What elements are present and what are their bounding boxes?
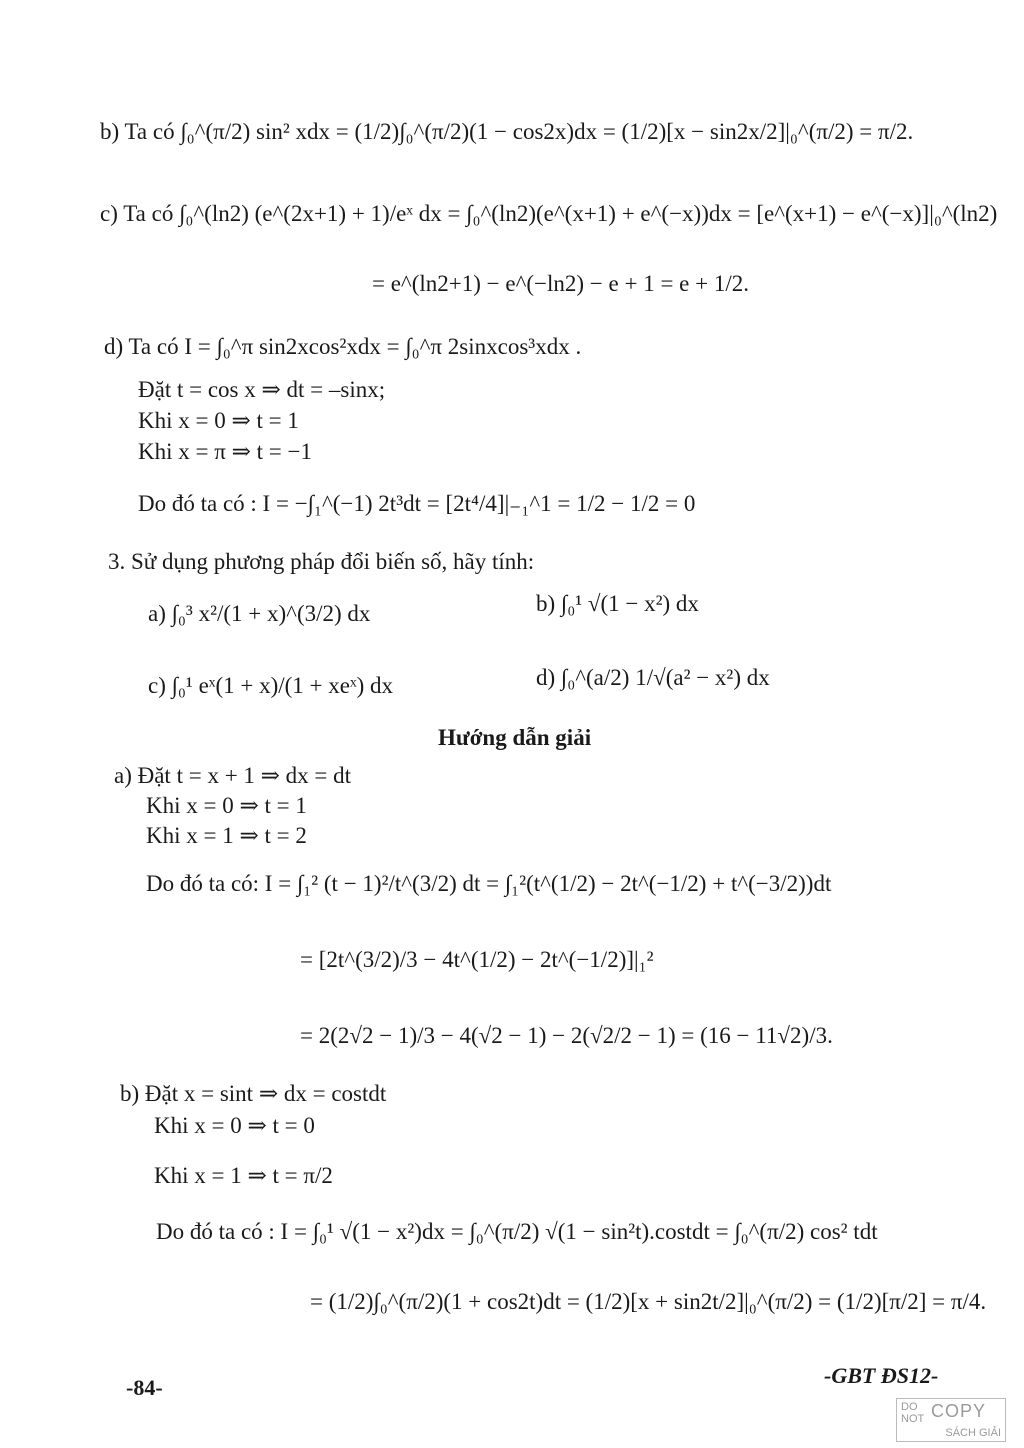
watermark-line-1: DO xyxy=(901,1401,918,1413)
watermark-line-3: NOT xyxy=(901,1413,925,1425)
solution-b-line-2: Khi x = 0 ⇒ t = 0 xyxy=(154,1113,315,1138)
solution-a-line-1: a) Đặt t = x + 1 ⇒ dx = dt xyxy=(114,763,352,788)
solution-c-previous-line-1: c) Ta có ∫₀^(ln2) (e^(2x+1) + 1)/eˣ dx = ∫₀^(ln2)(e^(x+1) + e^(−x))dx = [e^(x+1) − e^(−x)]|₀^(ln2) xyxy=(100,201,998,226)
watermark-line-4: SÁCH GIẢI xyxy=(945,1427,1001,1439)
solution-a-line-3: Khi x = 1 ⇒ t = 2 xyxy=(146,823,307,848)
solution-a-line-5: = [2t^(3/2)/3 − 4t^(1/2) − 2t^(−1/2)]|₁² xyxy=(300,947,654,972)
solution-c-previous-line-2: = e^(ln2+1) − e^(−ln2) − e + 1 = e + 1/2. xyxy=(372,271,749,296)
exercise-3-part-c: c) ∫₀¹ eˣ(1 + x)/(1 + xeˣ) dx xyxy=(148,673,394,698)
watermark-logo xyxy=(896,1398,1006,1442)
solution-d-previous-line-3: Khi x = 0 ⇒ t = 1 xyxy=(138,408,299,433)
watermark-line-2: COPY xyxy=(931,1401,987,1421)
solution-d-previous-line-5: Do đó ta có : I = −∫₁^(−1) 2t³dt = [2t⁴/4]|₋₁^1 = 1/2 − 1/2 = 0 xyxy=(138,491,696,516)
solution-b-previous: b) Ta có ∫₀^(π/2) sin² xdx = (1/2)∫₀^(π/2)(1 − cos2x)dx = (1/2)[x − sin2x/2]|₀^(π/2) = π/2. xyxy=(100,119,914,144)
solution-b-line-4: Do đó ta có : I = ∫₀¹ √(1 − x²)dx = ∫₀^(π/2) √(1 − sin²t).costdt = ∫₀^(π/2) cos² tdt xyxy=(156,1219,878,1244)
solution-d-previous-line-1: d) Ta có I = ∫₀^π sin2xcos²xdx = ∫₀^π 2sinxcos³xdx . xyxy=(104,334,582,359)
solution-a-line-4: Do đó ta có: I = ∫₁² (t − 1)²/t^(3/2) dt = ∫₁²(t^(1/2) − 2t^(−1/2) + t^(−3/2))dt xyxy=(146,871,832,896)
exercise-3-part-d: d) ∫₀^(a/2) 1/√(a² − x²) dx xyxy=(536,665,770,690)
solution-b-line-3: Khi x = 1 ⇒ t = π/2 xyxy=(154,1163,333,1188)
solution-d-previous-line-4: Khi x = π ⇒ t = −1 xyxy=(138,439,312,464)
solution-d-previous-line-2: Đặt t = cos x ⇒ dt = –sinx; xyxy=(138,377,386,402)
book-code: -GBT ĐS12- xyxy=(824,1363,939,1388)
exercise-3-title: 3. Sử dụng phương pháp đổi biến số, hãy tính: xyxy=(108,549,535,574)
guide-heading: Hướng dẫn giải xyxy=(438,725,592,750)
page-number: -84- xyxy=(126,1375,163,1400)
exercise-3-part-a: a) ∫₀³ x²/(1 + x)^(3/2) dx xyxy=(148,601,371,626)
solution-b-line-1: b) Đặt x = sint ⇒ dx = costdt xyxy=(120,1081,387,1106)
solution-a-line-2: Khi x = 0 ⇒ t = 1 xyxy=(146,793,307,818)
solution-b-line-5: = (1/2)∫₀^(π/2)(1 + cos2t)dt = (1/2)[x + sin2t/2]|₀^(π/2) = (1/2)[π/2] = π/4. xyxy=(310,1289,987,1314)
exercise-3-part-b: b) ∫₀¹ √(1 − x²) dx xyxy=(536,591,699,616)
solution-a-line-6: = 2(2√2 − 1)/3 − 4(√2 − 1) − 2(√2/2 − 1) = (16 − 11√2)/3. xyxy=(300,1023,833,1048)
